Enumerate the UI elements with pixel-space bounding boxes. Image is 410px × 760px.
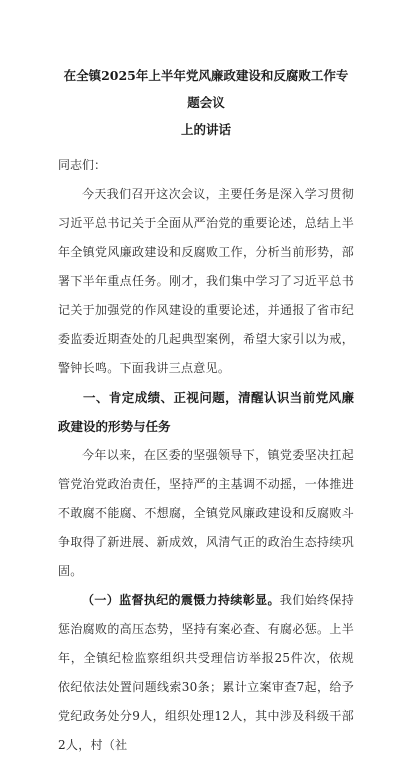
subsection-1-lead: （一）监督执纪的震慑力持续彰显。 (82, 593, 280, 607)
intro-paragraph: 今天我们召开这次会议，主要任务是深入学习贯彻习近平总书记关于全面从严治党的重要论述，总结上半年全镇党风廉政建设和反腐败工作，分析当前形势，部署下半年重点任务。刚才，我们集中学习了习近平总书记关于加强党的作风建设的重要论述，并通报了省市纪委监委近期查处的几起典型案例，希望大家引以为戒，警钟长鸣。下面我讲三点意见。 (58, 187, 354, 375)
section-1-paragraph: 今年以来，在区委的坚强领导下，镇党委坚决扛起管党治党政治责任，坚持严的主基调不动摇，一体推进不敢腐不能腐、不想腐，全镇党风廉政建设和反腐败斗争取得了新进展、新成效，风清气正的政治生态持续巩固。 (58, 448, 354, 578)
document-title (58, 62, 354, 143)
salutation: 同志们： (58, 158, 107, 172)
section-1-heading: 一、肯定成绩、正视问题，清醒认识当前党风廉政建设的形势与任务 (58, 390, 354, 434)
title-line-1: 在全镇2025年上半年党风廉政建设和反腐败工作专题会议 (63, 68, 349, 110)
title-line-2: 上的讲话 (180, 122, 231, 137)
subsection-1-body: 我们始终保持惩治腐败的高压态势，坚持有案必查、有腐必惩。上半年，全镇纪检监察组织共受理信访举报25件次，依规依纪依法处置问题线索30条；累计立案审查7起，给予党纪政务处分9人，组织处理12人，其中涉及科级干部2人，村（社 (58, 593, 354, 752)
subsection-1-paragraph (58, 586, 354, 760)
